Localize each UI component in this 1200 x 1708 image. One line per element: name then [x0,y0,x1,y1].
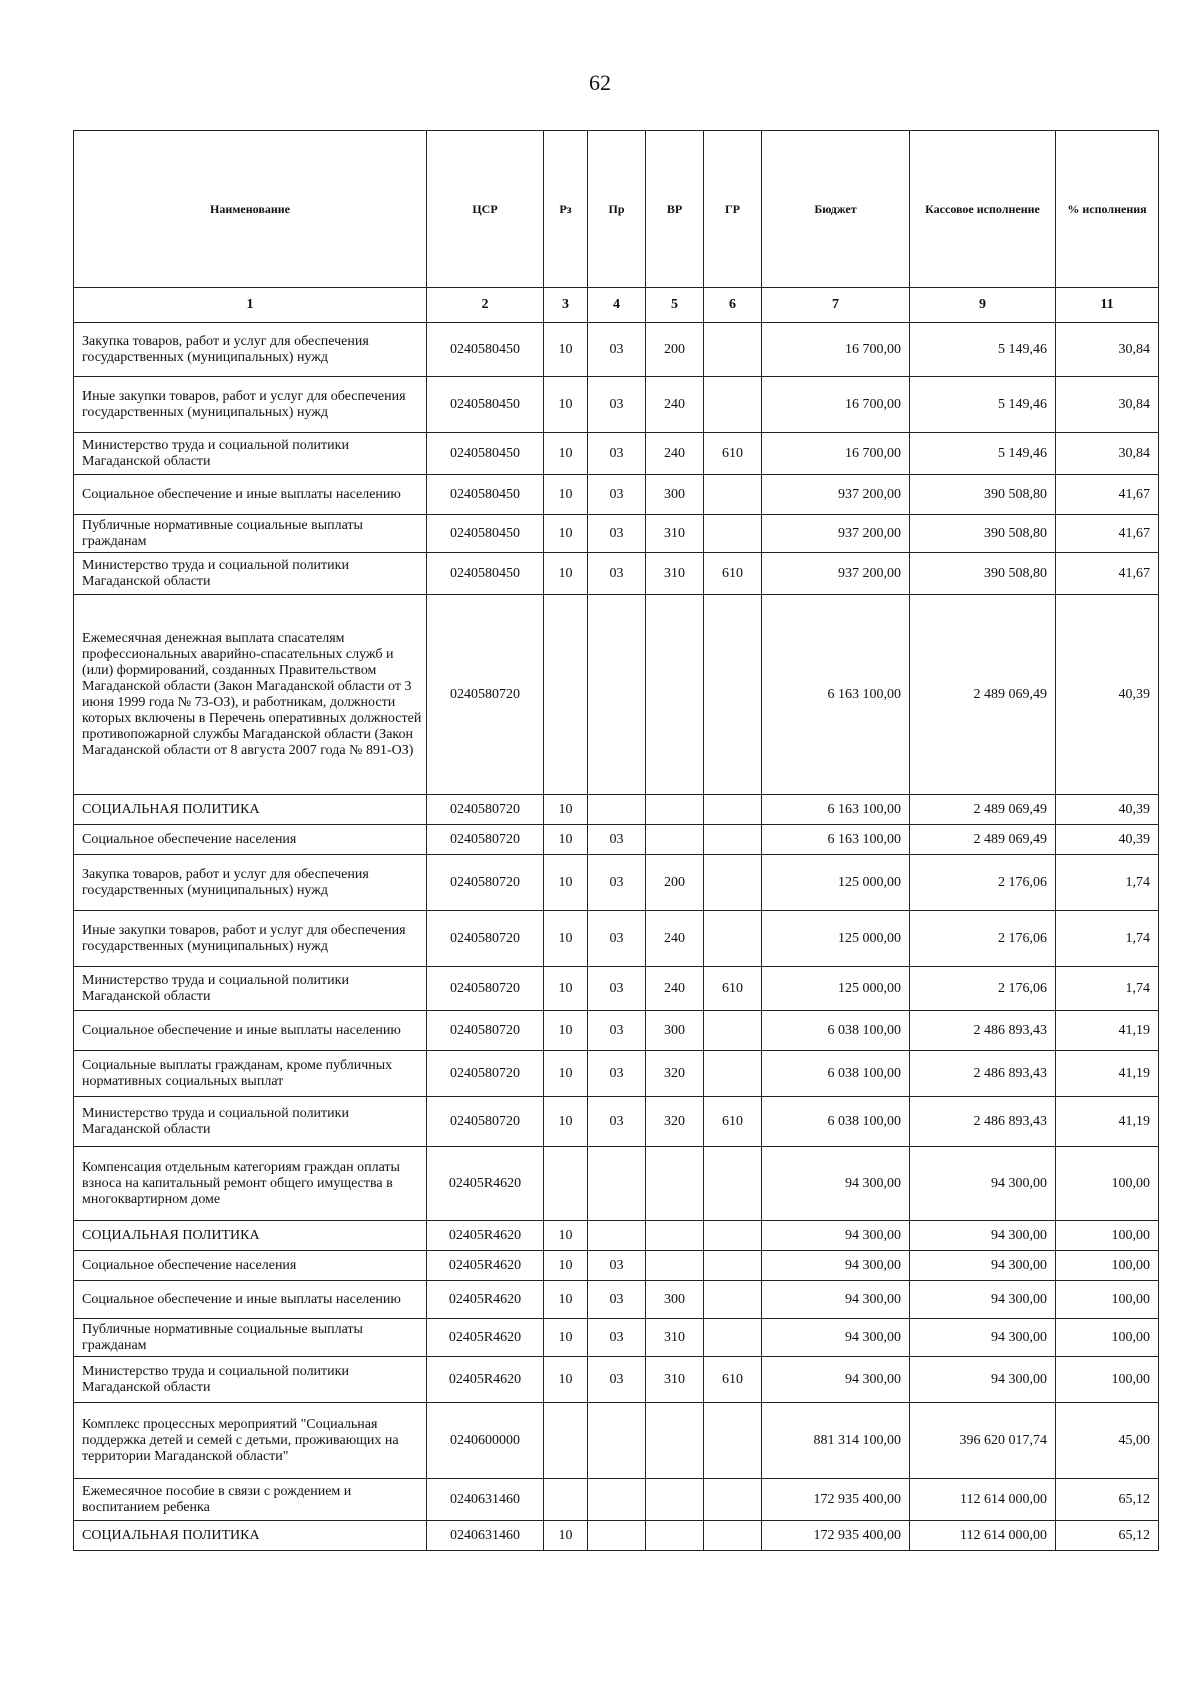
table-body [74,323,1159,1551]
row-rz [544,1147,588,1221]
row-csr: 0240580720 [427,795,544,825]
row-pr: 03 [588,967,646,1011]
row-pr: 03 [588,323,646,377]
row-rz [544,1479,588,1521]
row-name: Публичные нормативные социальные выплаты гражданам [74,1319,427,1357]
row-name: Социальное обеспечение населения [74,1251,427,1281]
row-budget: 6 038 100,00 [762,1011,910,1051]
row-percent: 41,19 [1056,1011,1159,1051]
row-pr: 03 [588,433,646,475]
row-csr: 0240580720 [427,1011,544,1051]
row-percent: 65,12 [1056,1521,1159,1551]
row-rz: 10 [544,515,588,553]
row-csr: 02405R4620 [427,1221,544,1251]
row-csr: 02405R4620 [427,1281,544,1319]
row-csr: 0240580720 [427,967,544,1011]
row-execution: 396 620 017,74 [910,1403,1056,1479]
table-row [74,1011,1159,1051]
page-number: 62 [589,70,611,95]
row-name: Социальное обеспечение населения [74,825,427,855]
row-gr [704,1147,762,1221]
row-gr [704,515,762,553]
row-budget: 6 163 100,00 [762,825,910,855]
row-rz: 10 [544,967,588,1011]
row-gr: 610 [704,433,762,475]
row-budget: 6 038 100,00 [762,1097,910,1147]
table-row [74,1251,1159,1281]
row-percent: 1,74 [1056,855,1159,911]
table-row [74,377,1159,433]
row-vr: 310 [646,1319,704,1357]
row-name: Министерство труда и социальной политики Магаданской области [74,553,427,595]
row-vr: 240 [646,433,704,475]
row-execution: 390 508,80 [910,515,1056,553]
row-pr [588,1479,646,1521]
row-budget: 94 300,00 [762,1281,910,1319]
row-rz [544,1403,588,1479]
row-execution: 94 300,00 [910,1319,1056,1357]
table-row [74,1221,1159,1251]
row-name: Иные закупки товаров, работ и услуг для обеспечения государственных (муниципальных) нужд [74,377,427,433]
row-budget: 16 700,00 [762,323,910,377]
row-rz: 10 [544,475,588,515]
row-execution: 2 486 893,43 [910,1097,1056,1147]
row-percent: 41,67 [1056,515,1159,553]
row-name: Комплекс процессных мероприятий "Социальная поддержка детей и семей с детьми, проживающих на территории Магаданской области" [74,1403,427,1479]
row-rz: 10 [544,1281,588,1319]
row-rz: 10 [544,1357,588,1403]
row-gr [704,1281,762,1319]
row-gr: 610 [704,967,762,1011]
row-percent: 40,39 [1056,595,1159,795]
row-rz: 10 [544,377,588,433]
column-number: 5 [646,288,704,323]
row-percent: 1,74 [1056,911,1159,967]
row-budget: 94 300,00 [762,1251,910,1281]
row-rz: 10 [544,911,588,967]
table-row [74,855,1159,911]
row-vr: 310 [646,553,704,595]
row-pr: 03 [588,1319,646,1357]
row-gr [704,1011,762,1051]
row-name: Министерство труда и социальной политики Магаданской области [74,967,427,1011]
row-pr [588,1147,646,1221]
row-pr: 03 [588,1357,646,1403]
table-row [74,1521,1159,1551]
row-csr: 0240580720 [427,825,544,855]
table-row [74,825,1159,855]
row-percent: 100,00 [1056,1319,1159,1357]
row-csr: 0240580450 [427,515,544,553]
row-execution: 112 614 000,00 [910,1521,1056,1551]
row-name: Закупка товаров, работ и услуг для обеспечения государственных (муниципальных) нужд [74,855,427,911]
row-name: Социальное обеспечение и иные выплаты населению [74,1011,427,1051]
row-csr: 02405R4620 [427,1357,544,1403]
row-budget: 125 000,00 [762,855,910,911]
column-number: 7 [762,288,910,323]
row-pr: 03 [588,1281,646,1319]
row-name: Ежемесячная денежная выплата спасателям профессиональных аварийно-спасательных служб и (или) формирований, созданных Правительством Магаданской области (Закон Магаданской области от 3 июня 1999 года № 73-ОЗ), и работникам, должности которых включены в Перечень оперативных должностей противопожарной службы Магаданской области (Закон Магаданской области от 8 августа 2007 года № 891-ОЗ) [74,595,427,795]
column-number-row [74,288,1159,323]
row-gr [704,1479,762,1521]
row-gr [704,1051,762,1097]
row-percent: 100,00 [1056,1357,1159,1403]
row-rz: 10 [544,1319,588,1357]
row-name: Социальное обеспечение и иные выплаты населению [74,475,427,515]
row-execution: 2 489 069,49 [910,825,1056,855]
row-execution: 94 300,00 [910,1221,1056,1251]
row-rz [544,595,588,795]
row-rz: 10 [544,1521,588,1551]
row-pr [588,1403,646,1479]
row-gr [704,1251,762,1281]
row-budget: 94 300,00 [762,1319,910,1357]
row-gr: 610 [704,1357,762,1403]
row-name: Министерство труда и социальной политики Магаданской области [74,1357,427,1403]
header-budget: Бюджет [762,131,910,288]
row-rz: 10 [544,433,588,475]
row-vr [646,1479,704,1521]
row-execution: 390 508,80 [910,475,1056,515]
row-gr [704,825,762,855]
row-pr: 03 [588,377,646,433]
row-pr: 03 [588,825,646,855]
row-rz: 10 [544,1051,588,1097]
header-csr: ЦСР [427,131,544,288]
row-name: Закупка товаров, работ и услуг для обеспечения государственных (муниципальных) нужд [74,323,427,377]
row-pr: 03 [588,855,646,911]
row-rz: 10 [544,553,588,595]
row-budget: 6 038 100,00 [762,1051,910,1097]
row-pr: 03 [588,1011,646,1051]
row-vr [646,825,704,855]
row-budget: 125 000,00 [762,967,910,1011]
row-budget: 94 300,00 [762,1357,910,1403]
row-pr [588,595,646,795]
row-budget: 937 200,00 [762,515,910,553]
row-vr: 310 [646,1357,704,1403]
row-gr [704,1221,762,1251]
row-execution: 2 489 069,49 [910,795,1056,825]
row-pr [588,1221,646,1251]
row-name: СОЦИАЛЬНАЯ ПОЛИТИКА [74,795,427,825]
row-budget: 94 300,00 [762,1147,910,1221]
header-pr: Пр [588,131,646,288]
row-csr: 02405R4620 [427,1251,544,1281]
row-gr [704,1403,762,1479]
row-rz: 10 [544,1221,588,1251]
row-pr: 03 [588,1051,646,1097]
row-csr: 0240580450 [427,475,544,515]
table-row [74,595,1159,795]
table-row [74,323,1159,377]
row-vr: 320 [646,1051,704,1097]
row-rz: 10 [544,1011,588,1051]
row-budget: 16 700,00 [762,433,910,475]
header-execution: Кассовое исполнение [910,131,1056,288]
row-execution: 94 300,00 [910,1147,1056,1221]
table-row [74,911,1159,967]
row-percent: 41,67 [1056,475,1159,515]
table-row [74,1403,1159,1479]
row-percent: 65,12 [1056,1479,1159,1521]
row-pr: 03 [588,515,646,553]
row-vr: 240 [646,967,704,1011]
row-pr: 03 [588,1251,646,1281]
row-percent: 30,84 [1056,433,1159,475]
row-csr: 0240631460 [427,1521,544,1551]
row-execution: 94 300,00 [910,1251,1056,1281]
row-execution: 112 614 000,00 [910,1479,1056,1521]
row-gr [704,377,762,433]
row-pr [588,1521,646,1551]
row-name: Социальное обеспечение и иные выплаты населению [74,1281,427,1319]
row-name: СОЦИАЛЬНАЯ ПОЛИТИКА [74,1221,427,1251]
row-csr: 0240580720 [427,855,544,911]
row-rz: 10 [544,855,588,911]
row-percent: 45,00 [1056,1403,1159,1479]
row-budget: 881 314 100,00 [762,1403,910,1479]
table-row [74,433,1159,475]
row-budget: 172 935 400,00 [762,1521,910,1551]
table-row [74,1479,1159,1521]
row-gr: 610 [704,553,762,595]
column-number: 6 [704,288,762,323]
budget-execution-table [73,130,1159,1551]
row-csr: 0240580450 [427,553,544,595]
row-name: Министерство труда и социальной политики Магаданской области [74,433,427,475]
row-name: Ежемесячное пособие в связи с рождением и воспитанием ребенка [74,1479,427,1521]
row-pr: 03 [588,475,646,515]
row-vr: 200 [646,855,704,911]
row-percent: 100,00 [1056,1251,1159,1281]
row-csr: 0240580450 [427,433,544,475]
table-row [74,1051,1159,1097]
row-csr: 0240580720 [427,911,544,967]
column-number: 9 [910,288,1056,323]
row-percent: 100,00 [1056,1147,1159,1221]
header-name: Наименование [74,131,427,288]
row-execution: 5 149,46 [910,377,1056,433]
table-row [74,1319,1159,1357]
row-csr: 0240631460 [427,1479,544,1521]
row-csr: 0240580450 [427,377,544,433]
row-percent: 30,84 [1056,323,1159,377]
row-csr: 0240580720 [427,1097,544,1147]
column-number: 3 [544,288,588,323]
row-budget: 125 000,00 [762,911,910,967]
column-number: 2 [427,288,544,323]
row-budget: 172 935 400,00 [762,1479,910,1521]
row-vr [646,795,704,825]
row-gr [704,595,762,795]
row-execution: 2 486 893,43 [910,1011,1056,1051]
row-percent: 100,00 [1056,1281,1159,1319]
row-vr [646,1221,704,1251]
row-percent: 40,39 [1056,795,1159,825]
row-vr [646,1521,704,1551]
row-execution: 5 149,46 [910,433,1056,475]
column-number: 11 [1056,288,1159,323]
row-percent: 100,00 [1056,1221,1159,1251]
row-percent: 1,74 [1056,967,1159,1011]
column-number: 1 [74,288,427,323]
row-gr [704,1521,762,1551]
row-vr: 320 [646,1097,704,1147]
row-vr: 300 [646,1011,704,1051]
column-number: 4 [588,288,646,323]
row-rz: 10 [544,323,588,377]
table-row [74,515,1159,553]
row-gr [704,855,762,911]
row-gr [704,323,762,377]
row-csr: 02405R4620 [427,1147,544,1221]
row-budget: 937 200,00 [762,553,910,595]
row-execution: 2 176,06 [910,967,1056,1011]
row-rz: 10 [544,1251,588,1281]
table-row [74,553,1159,595]
row-percent: 41,19 [1056,1097,1159,1147]
row-execution: 2 489 069,49 [910,595,1056,795]
row-name: Социальные выплаты гражданам, кроме публичных нормативных социальных выплат [74,1051,427,1097]
row-execution: 94 300,00 [910,1357,1056,1403]
row-execution: 5 149,46 [910,323,1056,377]
row-name: СОЦИАЛЬНАЯ ПОЛИТИКА [74,1521,427,1551]
row-gr [704,911,762,967]
table-row [74,1147,1159,1221]
header-gr: ГР [704,131,762,288]
row-execution: 390 508,80 [910,553,1056,595]
header-rz: Рз [544,131,588,288]
row-percent: 30,84 [1056,377,1159,433]
row-gr [704,795,762,825]
row-csr: 0240600000 [427,1403,544,1479]
header-vr: ВР [646,131,704,288]
table-row [74,475,1159,515]
row-budget: 6 163 100,00 [762,795,910,825]
row-rz: 10 [544,795,588,825]
row-rz: 10 [544,1097,588,1147]
row-execution: 2 176,06 [910,855,1056,911]
row-pr: 03 [588,1097,646,1147]
row-budget: 94 300,00 [762,1221,910,1251]
row-execution: 2 486 893,43 [910,1051,1056,1097]
row-vr [646,1147,704,1221]
row-vr: 300 [646,475,704,515]
header-percent: % исполнения [1056,131,1159,288]
row-vr [646,1251,704,1281]
row-budget: 16 700,00 [762,377,910,433]
row-vr: 240 [646,377,704,433]
row-gr: 610 [704,1097,762,1147]
row-name: Публичные нормативные социальные выплаты гражданам [74,515,427,553]
row-gr [704,1319,762,1357]
row-pr: 03 [588,911,646,967]
table-row [74,795,1159,825]
row-pr: 03 [588,553,646,595]
row-percent: 41,67 [1056,553,1159,595]
row-budget: 937 200,00 [762,475,910,515]
table-row [74,1281,1159,1319]
row-budget: 6 163 100,00 [762,595,910,795]
row-percent: 40,39 [1056,825,1159,855]
row-rz: 10 [544,825,588,855]
row-name: Иные закупки товаров, работ и услуг для обеспечения государственных (муниципальных) нужд [74,911,427,967]
row-csr: 0240580450 [427,323,544,377]
row-vr: 240 [646,911,704,967]
row-execution: 2 176,06 [910,911,1056,967]
row-vr: 310 [646,515,704,553]
table-row [74,967,1159,1011]
row-csr: 0240580720 [427,595,544,795]
row-csr: 0240580720 [427,1051,544,1097]
row-csr: 02405R4620 [427,1319,544,1357]
row-gr [704,475,762,515]
table-row [74,1097,1159,1147]
row-name: Министерство труда и социальной политики Магаданской области [74,1097,427,1147]
row-vr [646,1403,704,1479]
row-pr [588,795,646,825]
row-percent: 41,19 [1056,1051,1159,1097]
row-vr: 200 [646,323,704,377]
row-name: Компенсация отдельным категориям граждан оплаты взноса на капитальный ремонт общего имущества в многоквартирном доме [74,1147,427,1221]
table-row [74,1357,1159,1403]
header-row [74,131,1159,288]
row-vr [646,595,704,795]
row-vr: 300 [646,1281,704,1319]
row-execution: 94 300,00 [910,1281,1056,1319]
